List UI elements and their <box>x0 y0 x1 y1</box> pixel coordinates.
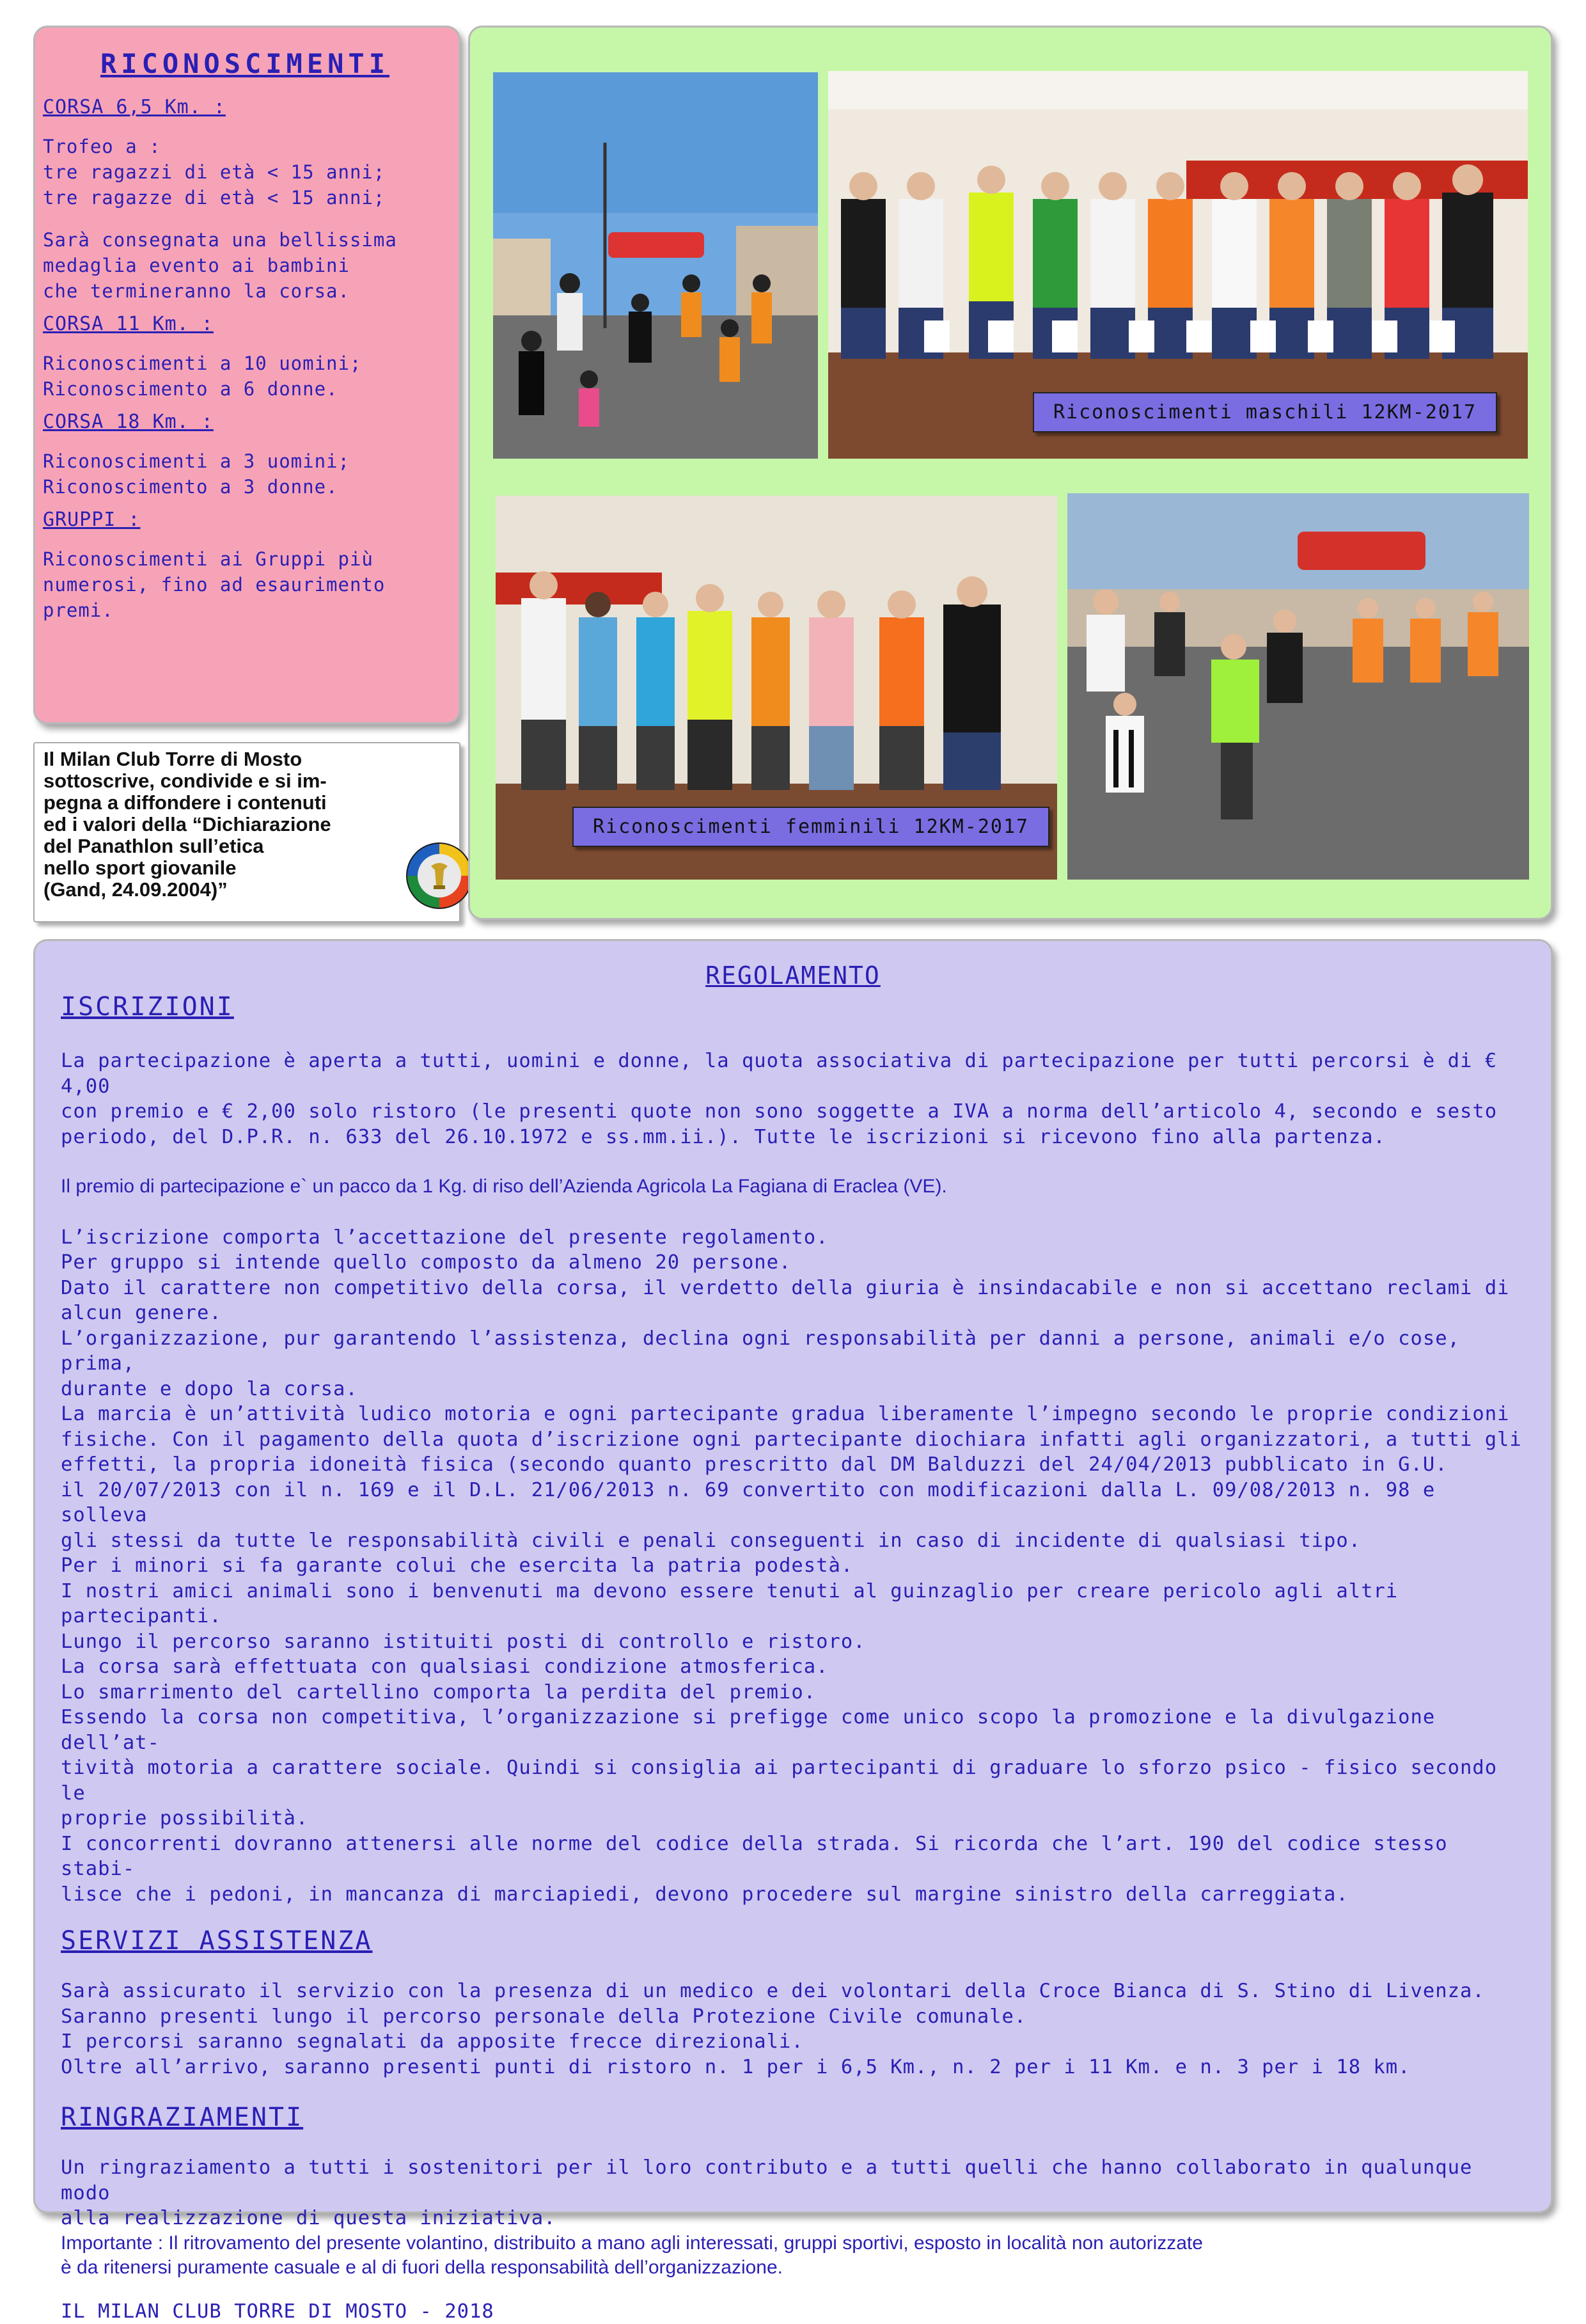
corsa-11-heading: CORSA 11 Km. : <box>43 313 447 335</box>
panathlon-logo-icon <box>404 841 475 911</box>
milan-club-statement: Il Milan Club Torre di Mosto sottoscrive, condivide e si im- pegna a diffondere i contenuti ed i valori della “Dichiarazione del Panathlon sull’etica nello sport giovanile (Gand, 24.09.2004)” <box>43 748 453 901</box>
caption-men: Riconoscimenti maschili 12KM-2017 <box>1033 392 1497 432</box>
iscrizioni-heading: ISCRIZIONI <box>61 992 1525 1022</box>
ringraziamenti-text: Un ringraziamento a tutti i sostenitori per il loro contributo e a tutti quelli che hanno collaborato in qualunque modo alla realizzazione di questa iniziativa. <box>61 2155 1525 2231</box>
rules-panel <box>33 939 1553 2213</box>
servizi-heading: SERVIZI ASSISTENZA <box>61 1926 1525 1956</box>
awards-title: RICONOSCIMENTI <box>43 48 447 79</box>
rules-title: REGOLAMENTO <box>35 961 1551 990</box>
iscrizioni-regolamento: L’iscrizione comporta l’accettazione del presente regolamento. Per gruppo si intende quello composto da almeno 20 persone. Dato il carattere non competitivo della corsa, il verdetto della giuria è insindacabile e non si accettano reclami di alcun genere. L’organizzazione, pur garantendo l’assistenza, declina ogni responsabilità per danni a persone, animali e/o cose, prima, durante e dopo la corsa. La marcia è un’attività ludico motoria e ogni partecipante gradua liberamente l’impegno secondo le proprie condizioni fisiche. Con il pagamento della quota d’iscrizione ogni partecipante diochiara infatti agli organizzatori, a tutti gli effetti, la propria idoneità fisica (secondo quanto prescritto dal DM Balduzzi del 24/04/2013 pubblicato in G.U. il 20/07/2013 con il n. 169 e il D.L. 21/06/2013 n. 69 convertito con modificazioni dalla L. 09/08/2013 n. 98 e solleva gli stessi da tutte le responsabilità civili e penali conseguenti in caso di incidente di qualsiasi tipo. Per i minori si fa garante colui che esercita la patria podestà. I nostri amici animali sono i benvenuti ma devono essere tenuti al guinzaglio per creare pericolo agli altri partecipanti. Lungo il percorso saranno istituiti posti di controllo e ristoro. La corsa sarà effettuata con qualsiasi condizione atmosferica. Lo smarrimento del cartellino comporta la perdita del premio. Essendo la corsa non competitiva, l’organizzazione si prefigge come unico scopo la promozione e la divulgazione dell’at- tività motoria a carattere sociale. Quindi si consiglia ai partecipanti di graduare lo sforzo psico - fisico secondo le proprie possibilità. I concorrenti dovranno attenersi alle norme del codice della strada. Si ricorda che l’art. 190 del codice stesso stabi- lisce che i pedoni, in mancanza di marciapiedi, devono procedere sul margine sinistro della carreggiata. <box>61 1225 1525 1908</box>
signature: IL MILAN CLUB TORRE DI MOSTO - 2018 <box>61 2299 1525 2324</box>
corsa-65-heading: CORSA 6,5 Km. : <box>43 96 447 118</box>
photo-runners-start <box>493 72 818 459</box>
corsa-18-heading: CORSA 18 Km. : <box>43 411 447 433</box>
gruppi-text: Riconoscimenti ai Gruppi più numerosi, fino ad esaurimento premi. <box>43 546 447 623</box>
awards-panel <box>33 26 460 724</box>
photo-runners-kids <box>1067 493 1529 880</box>
importante-text: Importante : Il ritrovamento del presente volantino, distribuito a mano agli interessati, gruppi sportivi, esposto in località non autorizzate è da ritenersi puramente casuale e al di fuori della responsabilità dell’organizzazione. <box>61 2231 1525 2280</box>
corsa-11-text: Riconoscimenti a 10 uomini; Riconoscimento a 6 donne. <box>43 351 447 402</box>
servizi-text: Sarà assicurato il servizio con la presenza di un medico e dei volontari della Croce Bianca di S. Stino di Livenza. Saranno presenti lungo il percorso personale della Protezione Civile comunale. I percorsi saranno segnalati da apposite frecce direzionali. Oltre all’arrivo, saranno presenti punti di ristoro n. 1 per i 6,5 Km., n. 2 per i 11 Km. e n. 3 per i 18 km. <box>61 1979 1525 2080</box>
ringraziamenti-heading: RINGRAZIAMENTI <box>61 2103 1525 2132</box>
iscrizioni-quota: La partecipazione è aperta a tutti, uomini e donne, la quota associativa di partecipazione per tutti percorsi è di € 4,00 con premio e € 2,00 solo ristoro (le presenti quote non sono soggette a IVA a norma dell’articolo 4, secondo e sesto periodo, del D.P.R. n. 633 del 26.10.1972 e ss.mm.ii.). Tutte le iscrizioni si ricevono fino alla partenza. <box>61 1048 1525 1150</box>
iscrizioni-premio: Il premio di partecipazione e` un pacco da 1 Kg. di riso dell’Azienda Agricola La Fagiana di Eraclea (VE). <box>61 1174 1525 1199</box>
gruppi-heading: GRUPPI : <box>43 509 447 531</box>
corsa-65-trofeo: Trofeo a : tre ragazzi di età < 15 anni; tre ragazze di età < 15 anni; <box>43 134 447 210</box>
photos-panel <box>468 26 1553 920</box>
corsa-18-text: Riconoscimenti a 3 uomini; Riconoscimento a 3 donne. <box>43 448 447 500</box>
caption-women: Riconoscimenti femminili 12KM-2017 <box>572 807 1049 847</box>
milan-club-box <box>33 742 460 922</box>
corsa-65-medaglia: Sarà consegnata una bellissima medaglia evento ai bambini che termineranno la corsa. <box>43 227 447 304</box>
